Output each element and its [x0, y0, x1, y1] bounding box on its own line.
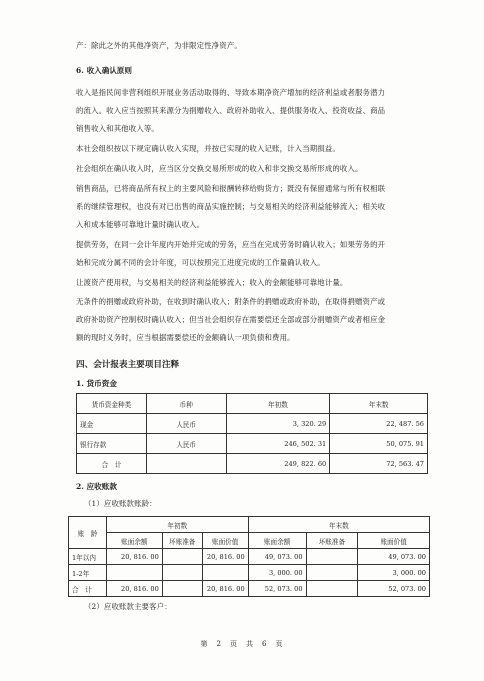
table-total-row — [77, 454, 428, 474]
table-cell: 合 计 — [69, 581, 107, 597]
table-header: 账面余额 — [106, 533, 162, 549]
table-cell: 1-2年 — [69, 565, 107, 581]
subheading: （1）应收账款账龄： — [84, 499, 157, 508]
table-cell: 49, 073. 00 — [358, 549, 430, 565]
table-cell: 49, 073. 00 — [248, 549, 306, 565]
cash-table — [76, 393, 428, 474]
text-line: 销售收入和其他收入等。 — [76, 124, 159, 133]
text-line: 无条件的捐赠或政府补助，在收到时确认收入；附条件的捐赠或政府补助，在取得捐赠资产或 — [76, 297, 386, 306]
table-cell: 249, 822. 60 — [226, 454, 330, 474]
table-cell — [146, 454, 226, 474]
subheading: （2）应收账款主要客户： — [84, 602, 172, 611]
table-row — [77, 434, 428, 454]
text-line: 让渡资产使用权，与交易相关的经济利益能够流入；收入的金额能够可靠地计量。 — [76, 278, 348, 287]
table-cell: 合 计 — [77, 454, 147, 474]
text-line: 的流入。收入应当按照其来源分为捐赠收入、政府补助收入、提供服务收入、投资收益、商品 — [76, 106, 386, 115]
table-header: 账面价值 — [358, 533, 430, 549]
text-line: 本社会组织按以下规定确认收入实现，并按已实现的收入记账，计入当期损益。 — [76, 144, 340, 153]
table-total-row — [69, 581, 430, 597]
table-header: 坏账准备 — [306, 533, 358, 549]
table-cell: 20, 816. 00 — [106, 581, 162, 597]
table-cell: 1年以内 — [69, 549, 107, 565]
table-cell: 52, 073. 00 — [358, 581, 430, 597]
table-group-header-row — [69, 517, 430, 533]
table-cell: 50, 075. 91 — [330, 434, 428, 454]
table-header: 货币资金种类 — [77, 394, 147, 414]
text-line: 额的现时义务时，应当根据需要偿还的金额确认一项负债和费用。 — [76, 333, 295, 342]
table-cell: 22, 487. 56 — [330, 414, 428, 434]
table-header: 账面价值 — [202, 533, 248, 549]
table-header: 账 龄 — [69, 517, 107, 549]
table-cell: 3, 320. 29 — [226, 414, 330, 434]
table-cell: 3, 000. 00 — [248, 565, 306, 581]
text-line: 收入是指民间非营利组织开展业务活动取得的、导致本期净资产增加的经济利益或者服务潜力 — [76, 88, 386, 97]
table-cell: 52, 073. 00 — [248, 581, 306, 597]
text-line: 产：除此之外的其他净资产，为非限定性净资产。 — [76, 41, 242, 50]
table-cell — [162, 581, 202, 597]
receivables-heading: 2. 应收账款 — [76, 482, 117, 491]
table-cell — [202, 565, 248, 581]
receivables-aging-table — [68, 516, 430, 597]
table-header-row — [69, 533, 430, 549]
table-cell — [162, 549, 202, 565]
text-line: 政府补助资产控制权时确认收入；但当社会组织存在需要偿还全部或部分捐赠资产或者相应金 — [76, 315, 386, 324]
table-header: 坏账准备 — [162, 533, 202, 549]
table-row — [77, 414, 428, 434]
cash-heading: 1. 货币资金 — [76, 379, 117, 388]
table-cell: 人民币 — [146, 434, 226, 454]
table-header: 年末数 — [330, 394, 428, 414]
section-title: 四、会计报表主要项目注释 — [76, 360, 180, 370]
text-line: 入和成本能够可靠地计量时确认收入。 — [76, 220, 205, 229]
table-header: 年初数 — [106, 517, 248, 533]
table-cell: 现金 — [77, 414, 147, 434]
table-header: 账面余额 — [248, 533, 306, 549]
table-cell — [162, 565, 202, 581]
text-line: 始和完成分属不同的会计年度，可以按照完工进度完成的工作量确认收入。 — [76, 258, 325, 267]
table-cell: 3, 000. 00 — [358, 565, 430, 581]
table-row — [69, 549, 430, 565]
table-header-row — [77, 394, 428, 414]
table-row — [69, 565, 430, 581]
text-line: 销售商品，已将商品所有权上的主要风险和报酬转移给购货方；既没有保留通常与所有权相联 — [76, 184, 386, 193]
table-cell: 银行存款 — [77, 434, 147, 454]
text-line: 系的继续管理权，也没有对已出售的商品实施控制；与交易相关的经济利益能够流入；相关收 — [76, 202, 386, 211]
table-cell: 20, 816. 00 — [202, 549, 248, 565]
text-line: 社会组织在确认收入时，应当区分交换交易所形成的收入和非交换交易所形成的收入。 — [76, 164, 363, 173]
table-header: 币种 — [146, 394, 226, 414]
table-cell: 20, 816. 00 — [202, 581, 248, 597]
table-cell — [306, 581, 358, 597]
table-header: 年初数 — [226, 394, 330, 414]
table-cell: 人民币 — [146, 414, 226, 434]
table-cell — [306, 549, 358, 565]
table-cell — [306, 565, 358, 581]
section-heading: 6. 收入确认原则 — [76, 66, 132, 75]
table-cell: 246, 502. 31 — [226, 434, 330, 454]
text-line: 提供劳务，在同一会计年度内开始并完成的劳务，应当在完成劳务时确认收入；如果劳务的开 — [76, 240, 386, 249]
table-cell: 20, 816. 00 — [106, 549, 162, 565]
table-cell — [106, 565, 162, 581]
table-cell: 72, 563. 47 — [330, 454, 428, 474]
table-header: 年末数 — [248, 517, 429, 533]
page-number: 第 2 页 共 6 页 — [200, 640, 284, 648]
